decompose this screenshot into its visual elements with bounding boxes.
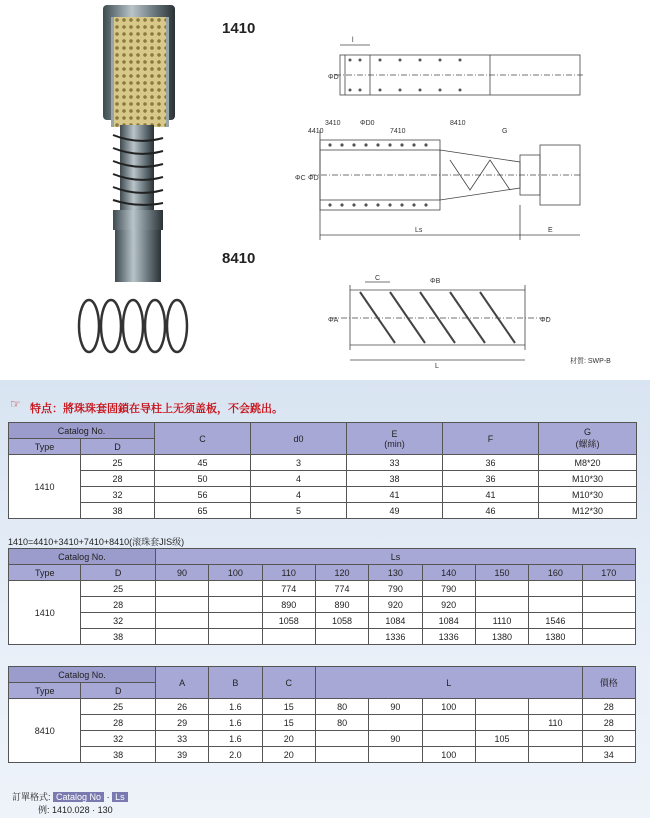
col-ls: Ls [155, 549, 635, 565]
col-d0: d0 [251, 423, 347, 455]
feature-banner: 特点：將珠珠套固鎖在导柱上无须盖板，不会跳出。 [30, 403, 283, 415]
col-c: C [155, 423, 251, 455]
spec-table-1 [8, 422, 637, 519]
dim-8410: 8410 [450, 120, 466, 127]
dim-phi-d-mid: ΦD [308, 175, 319, 182]
dim-e: E [548, 227, 553, 234]
assembly-drawing [310, 130, 580, 240]
col-e: E (min) [347, 423, 443, 455]
part-label-8410: 8410 [222, 250, 256, 267]
col-type: Type [9, 565, 81, 581]
dim-phi-d-top: ΦD [328, 74, 339, 81]
order-catalog-no: Catalog No [53, 792, 104, 802]
table-row: 8410 25 26 1.6 15 80 90 100 28 [9, 699, 636, 715]
coil-spring-icon [107, 130, 169, 210]
dim-7410: 7410 [390, 128, 406, 135]
spring-photo-icon [75, 295, 200, 357]
col-d: D [81, 439, 155, 455]
col-f: F [443, 423, 539, 455]
table-row: 28 890 890 920 920 [9, 597, 636, 613]
hand-pointer-icon: ☞ [10, 397, 21, 411]
table-row: 32 1058 1058 1084 1084 1110 1546 [9, 613, 636, 629]
dim-l-top: l [352, 37, 354, 44]
col-d: D [81, 683, 155, 699]
table-row: 1410 25 45 3 33 36 M8*20 [9, 455, 637, 471]
dim-phi-b: ΦB [430, 278, 441, 285]
col-catalog: Catalog No. [9, 423, 155, 439]
product-photo [95, 5, 190, 285]
col-type: Type [9, 683, 81, 699]
order-ls: Ls [112, 792, 128, 802]
dim-phi-d-spring: ΦD [540, 317, 551, 324]
spec-table-3 [8, 666, 636, 763]
table-row: 38 39 2.0 20 100 34 [9, 747, 636, 763]
table-row: 38 65 5 49 46 M12*30 [9, 503, 637, 519]
guide-post-base [115, 230, 161, 282]
ball-cage [111, 17, 169, 127]
col-l: L [315, 667, 582, 699]
type-cell: 1410 [9, 581, 81, 645]
col-c: C [262, 667, 315, 699]
table-row: 32 56 4 41 41 M10*30 [9, 487, 637, 503]
table-row: 28 29 1.6 15 80 110 28 [9, 715, 636, 731]
order-example: 例: 1410.028 · 130 [38, 805, 113, 815]
guide-post-flange [113, 210, 163, 230]
dim-c-spring: C [375, 275, 381, 282]
table-row: 38 1336 1336 1380 1380 [9, 629, 636, 645]
dim-g: G [502, 128, 508, 135]
formula-note: 1410=4410+3410+7410+8410(滚珠套JIS级) [8, 537, 185, 547]
table-row: 32 33 1.6 20 90 105 30 [9, 731, 636, 747]
col-catalog: Catalog No. [9, 549, 156, 565]
dim-4410: 4410 [308, 128, 324, 135]
order-format: 訂單格式: Catalog No · Ls [12, 790, 128, 803]
dim-3410: 3410 [325, 120, 341, 127]
cage-drawing [335, 45, 585, 95]
material-label: 材質: SWP-B [570, 358, 611, 365]
col-d: D [81, 565, 155, 581]
dim-l-spring: L [435, 363, 439, 370]
spring-drawing [330, 282, 550, 360]
dim-ls: Ls [415, 227, 423, 234]
type-cell: 1410 [9, 455, 81, 519]
table-row: 28 50 4 38 36 M10*30 [9, 471, 637, 487]
col-type: Type [9, 439, 81, 455]
table-row: 1410 25 774 774 790 790 [9, 581, 636, 597]
col-g: G (螺絲) [539, 423, 637, 455]
col-price: 價格 [582, 667, 635, 699]
order-label: 訂單格式: [12, 792, 51, 802]
dim-phi-c: ΦC [295, 175, 306, 182]
part-label-1410: 1410 [222, 20, 256, 37]
col-catalog: Catalog No. [9, 667, 156, 683]
col-a: A [155, 667, 208, 699]
dim-phi-a: ΦA [328, 317, 339, 324]
spec-table-2: Catalog No. Ls Type D 90 100 110 120 130 140 150 160 170 1410 25 774 774 790 790 28 890 890 920 920 32 1058 1058 1084 1084 1110 1546 38 1336 1336 1380 1380 [8, 548, 636, 645]
technical-drawing [290, 30, 640, 370]
col-b: B [209, 667, 262, 699]
type-cell: 8410 [9, 699, 81, 763]
dim-phi-d0: ΦD0 [360, 120, 375, 127]
